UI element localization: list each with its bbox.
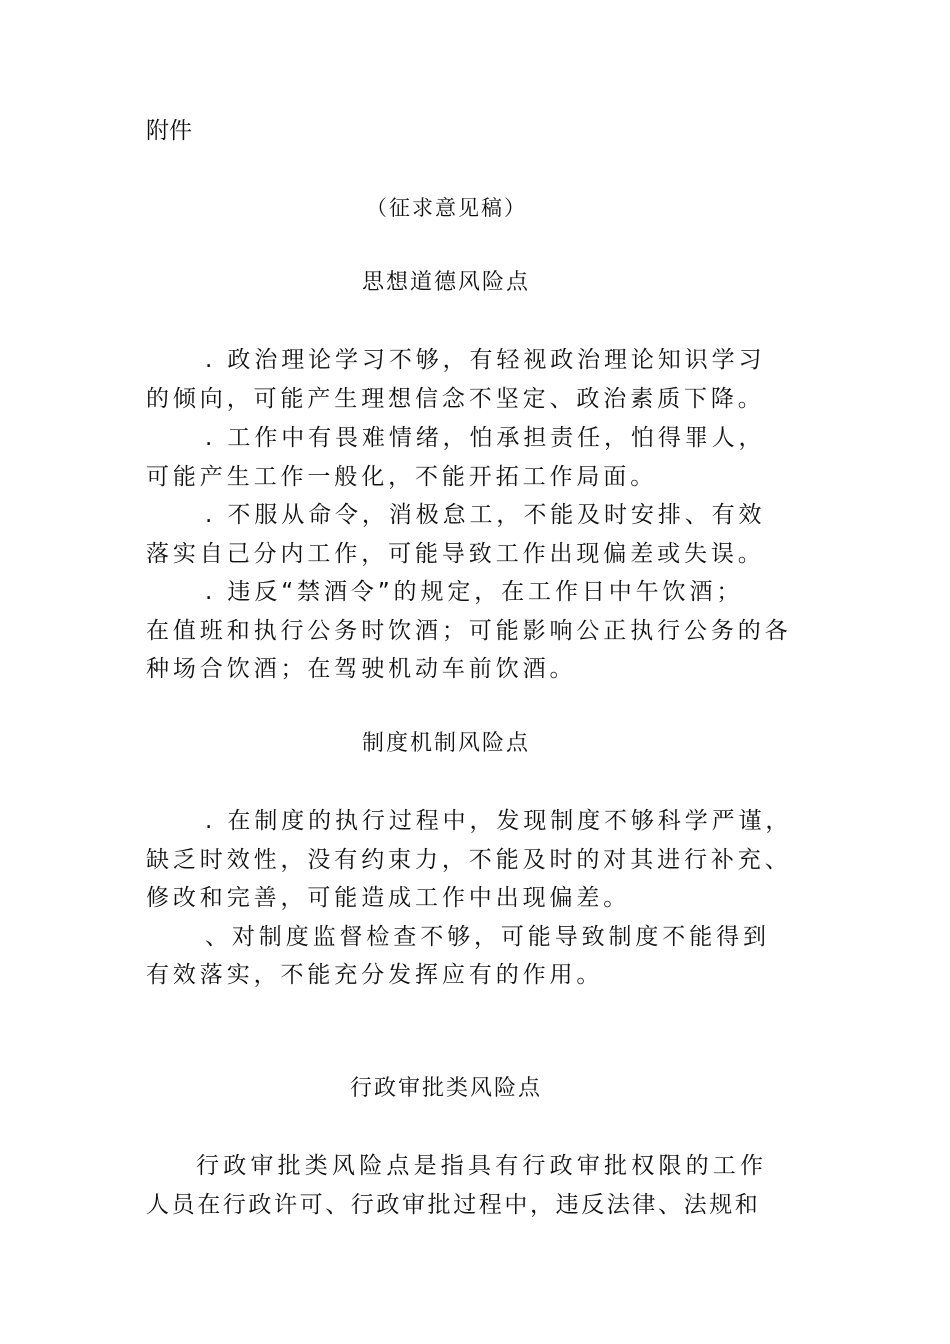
paragraph-line: 行政审批类风险点是指具有行政审批权限的工作 xyxy=(196,1153,768,1179)
paragraph-line: 人员在行政许可、行政审批过程中，违反法律、法规和 xyxy=(146,1192,761,1218)
paragraph-line: . 不服从命令，消极怠工，不能及时安排、有效 xyxy=(205,502,766,528)
section-heading-approval: 行政审批类风险点 xyxy=(350,1076,543,1101)
paragraph-line: . 政治理论学习不够，有轻视政治理论知识学习 xyxy=(205,347,766,373)
document-subtitle: （征求意见稿） xyxy=(366,196,527,220)
paragraph-line: 的倾向，可能产生理想信念不坚定、政治素质下降。 xyxy=(146,386,765,412)
attachment-label: 附件 xyxy=(146,118,192,144)
paragraph-line: 有效落实，不能充分发挥应有的作用。 xyxy=(146,962,604,988)
paragraph-line: . 在制度的执行过程中，发现制度不够科学严谨， xyxy=(205,808,793,834)
paragraph-line: 落实自己分内工作，可能导致工作出现偏差或失误。 xyxy=(146,541,765,567)
paragraph-line: 种场合饮酒；在驾驶机动车前饮酒。 xyxy=(146,656,577,682)
paragraph-line: 缺乏时效性，没有约束力，不能及时的对其进行补充、 xyxy=(146,847,792,873)
paragraph-line: . 工作中有畏难情绪，怕承担责任，怕得罪人， xyxy=(205,425,766,451)
section-heading-moral: 思想道德风险点 xyxy=(362,270,531,295)
paragraph-line: 修改和完善，可能造成工作中出现偏差。 xyxy=(146,885,631,911)
paragraph-line: 、对制度监督检查不够，可能导致制度不能得到 xyxy=(205,924,770,950)
paragraph-line: 在值班和执行公务时饮酒；可能影响公正执行公务的各 xyxy=(146,618,792,644)
paragraph-line: . 违反“禁酒令”的规定，在工作日中午饮酒； xyxy=(205,579,744,605)
section-heading-system: 制度机制风险点 xyxy=(362,731,531,756)
paragraph-line: 可能产生工作一般化，不能开拓工作局面。 xyxy=(146,464,658,490)
